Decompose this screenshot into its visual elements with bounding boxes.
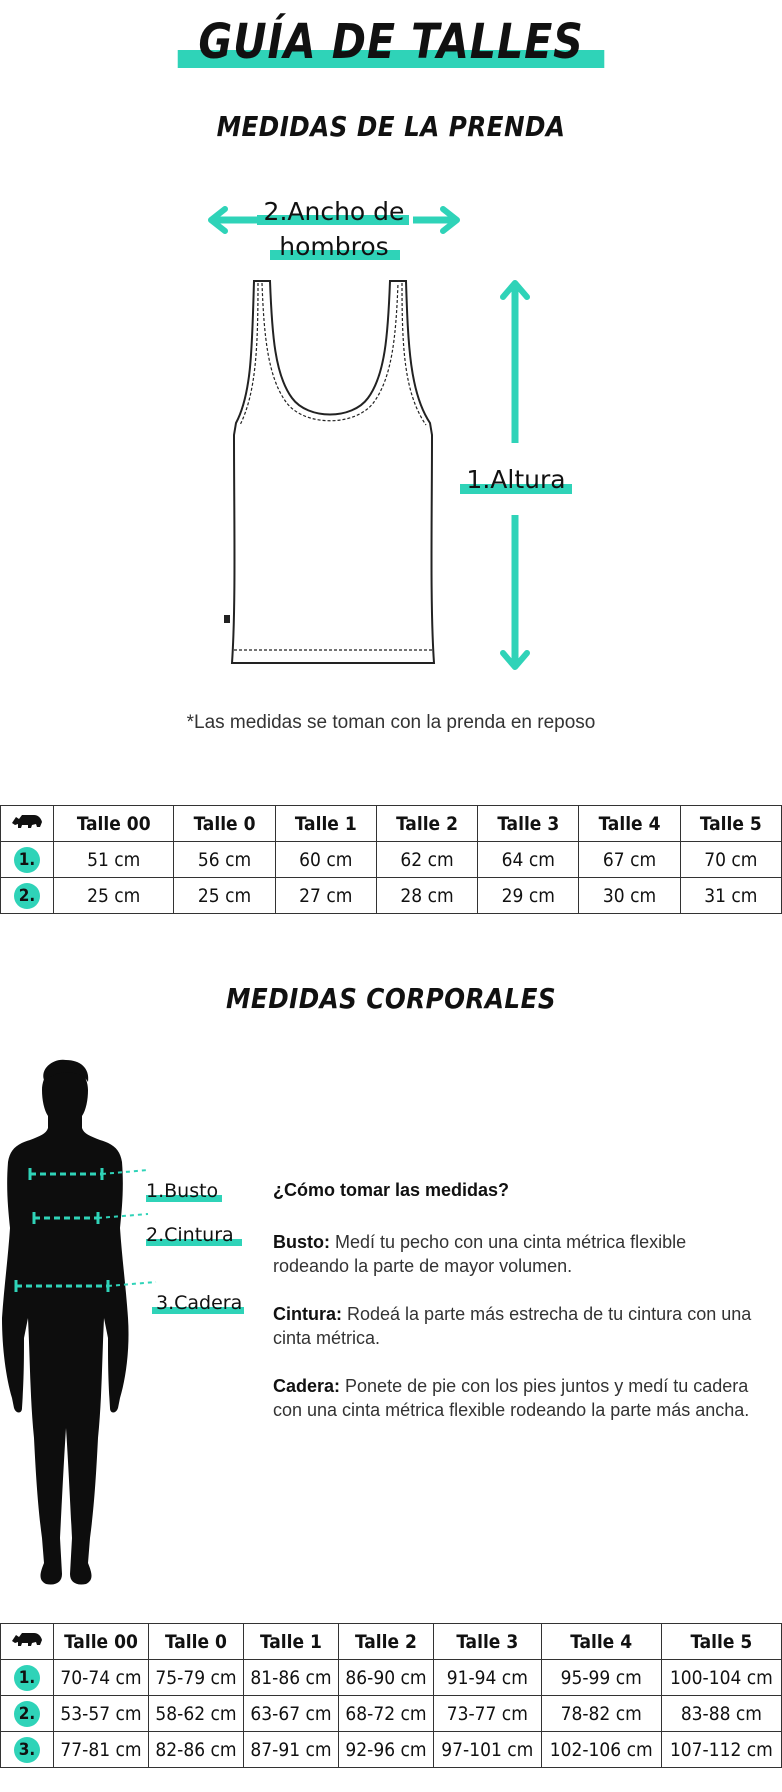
row-number-badge: 2. — [14, 883, 40, 909]
instructions-question: ¿Cómo tomar las medidas? — [273, 1180, 510, 1200]
size-header: Talle 00 — [54, 806, 174, 842]
hip-text: Ponete de pie con los pies juntos y medí tu cadera con una cinta métrica flexible rodeando la parte más ancha. — [273, 1376, 750, 1420]
size-header: Talle 5 — [661, 1624, 781, 1660]
size-header: Talle 3 — [478, 806, 579, 842]
row-number-badge: 1. — [14, 847, 40, 873]
table-cell: 31 cm — [680, 878, 781, 914]
hip-instruction — [273, 1374, 753, 1422]
measurement-note: *Las medidas se toman con la prenda en reposo — [186, 712, 596, 733]
table-cell: 102-106 cm — [541, 1732, 661, 1768]
table-cell: 95-99 cm — [541, 1660, 661, 1696]
bust-term: Busto: — [273, 1232, 330, 1252]
size-header: Talle 1 — [275, 806, 376, 842]
table-cell: 70 cm — [680, 842, 781, 878]
table-cell: 68-72 cm — [339, 1696, 434, 1732]
size-header: Talle 4 — [579, 806, 680, 842]
table-cell: 27 cm — [275, 878, 376, 914]
page-title: GUÍA DE TALLES — [178, 10, 605, 74]
table-row — [1, 1696, 782, 1732]
table-cell: 78-82 cm — [541, 1696, 661, 1732]
table-cell: 75-79 cm — [149, 1660, 244, 1696]
size-header: Talle 2 — [376, 806, 477, 842]
table-cell: 83-88 cm — [661, 1696, 781, 1732]
size-header: Talle 0 — [149, 1624, 244, 1660]
size-header: Talle 2 — [339, 1624, 434, 1660]
table-cell: 25 cm — [174, 878, 275, 914]
table-cell: 53-57 cm — [54, 1696, 149, 1732]
table-cell: 25 cm — [54, 878, 174, 914]
table-row — [1, 1732, 782, 1768]
waist-label: 2.Cintura — [146, 1224, 234, 1246]
size-header: Talle 3 — [434, 1624, 542, 1660]
measurement-instructions — [273, 1178, 753, 1446]
size-header: Talle 1 — [244, 1624, 339, 1660]
table-cell: 29 cm — [478, 878, 579, 914]
table-cell: 64 cm — [478, 842, 579, 878]
bust-label: 1.Busto — [146, 1180, 219, 1202]
table-cell: 70-74 cm — [54, 1660, 149, 1696]
height-label: 1.Altura — [466, 465, 566, 494]
table-row — [1, 1660, 782, 1696]
bust-instruction — [273, 1230, 753, 1278]
table-cell: 30 cm — [579, 878, 680, 914]
rhino-icon — [1, 806, 54, 842]
waist-text: Rodeá la parte más estrecha de tu cintura con una cinta métrica. — [273, 1304, 752, 1348]
table-cell: 67 cm — [579, 842, 680, 878]
table-cell: 107-112 cm — [661, 1732, 781, 1768]
garment-section-title: MEDIDAS DE LA PRENDA — [216, 110, 566, 143]
table-cell: 28 cm — [376, 878, 477, 914]
page-header — [0, 10, 782, 74]
table-cell: 58-62 cm — [149, 1696, 244, 1732]
table-cell: 77-81 cm — [54, 1732, 149, 1768]
row-number-badge: 3. — [14, 1737, 40, 1763]
table-cell: 63-67 cm — [244, 1696, 339, 1732]
garment-size-table — [0, 805, 782, 914]
table-cell: 62 cm — [376, 842, 477, 878]
table-cell: 60 cm — [275, 842, 376, 878]
table-cell: 91-94 cm — [434, 1660, 542, 1696]
shoulder-width-label-line2: hombros — [279, 232, 389, 261]
table-header-row — [1, 1624, 782, 1660]
table-cell: 82-86 cm — [149, 1732, 244, 1768]
body-section-title: MEDIDAS CORPORALES — [225, 982, 557, 1015]
table-cell: 73-77 cm — [434, 1696, 542, 1732]
table-row — [1, 878, 782, 914]
hip-label: 3.Cadera — [156, 1292, 243, 1314]
table-cell: 51 cm — [54, 842, 174, 878]
waist-term: Cintura: — [273, 1304, 342, 1324]
size-header: Talle 00 — [54, 1624, 149, 1660]
size-header: Talle 0 — [174, 806, 275, 842]
bust-text: Medí tu pecho con una cinta métrica flexible rodeando la parte de mayor volumen. — [273, 1232, 687, 1276]
table-row — [1, 842, 782, 878]
table-cell: 56 cm — [174, 842, 275, 878]
row-number-badge: 1. — [14, 1665, 40, 1691]
size-header: Talle 4 — [541, 1624, 661, 1660]
row-number-badge: 2. — [14, 1701, 40, 1727]
waist-instruction — [273, 1302, 753, 1350]
table-header-row — [1, 806, 782, 842]
table-cell: 100-104 cm — [661, 1660, 781, 1696]
table-cell: 87-91 cm — [244, 1732, 339, 1768]
size-header: Talle 5 — [680, 806, 781, 842]
table-cell: 92-96 cm — [339, 1732, 434, 1768]
shoulder-width-label-line1: 2.Ancho de — [263, 197, 405, 226]
body-size-table — [0, 1623, 782, 1768]
tank-top-illustration — [220, 275, 440, 670]
table-cell: 97-101 cm — [434, 1732, 542, 1768]
body-silhouette — [0, 1058, 130, 1590]
table-cell: 81-86 cm — [244, 1660, 339, 1696]
hip-term: Cadera: — [273, 1376, 341, 1396]
table-cell: 86-90 cm — [339, 1660, 434, 1696]
rhino-icon — [1, 1624, 54, 1660]
